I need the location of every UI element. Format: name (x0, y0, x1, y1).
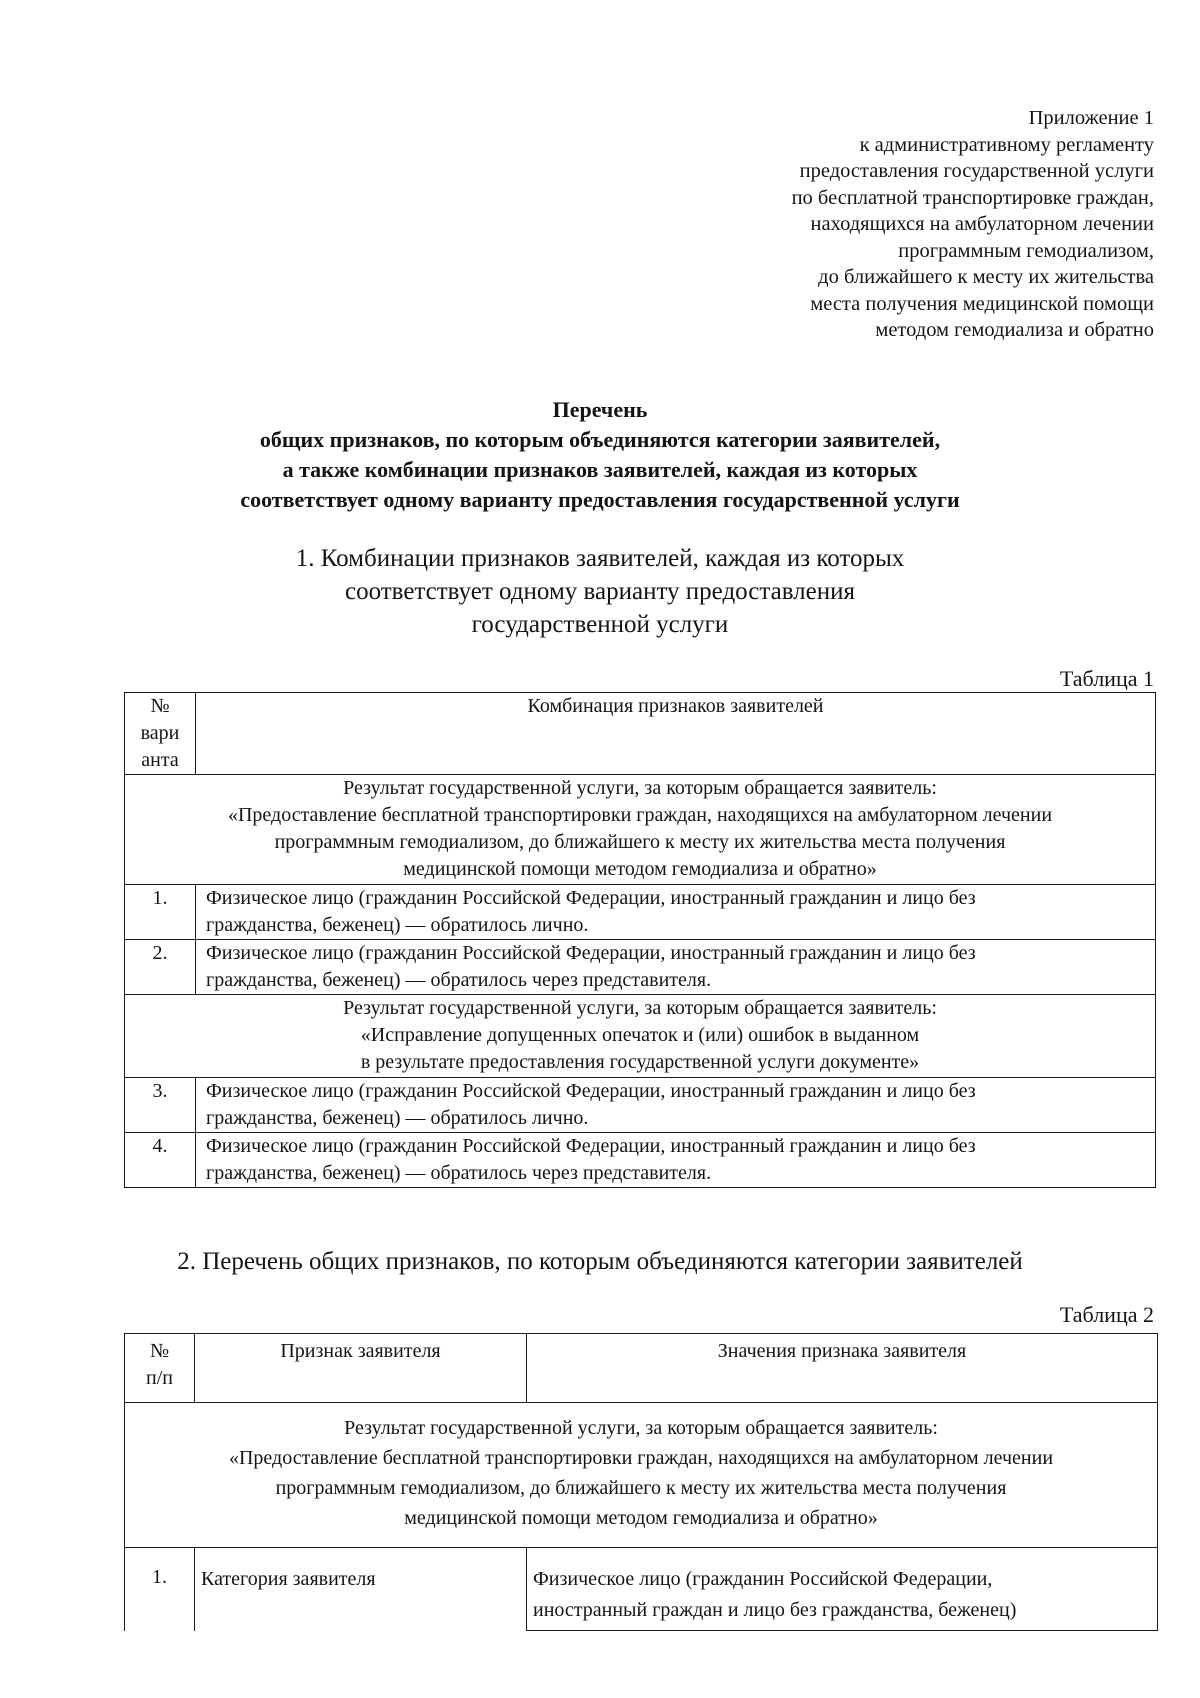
section-1-heading-line: государственной услуги (471, 611, 729, 638)
table-row (125, 940, 1156, 995)
title-line: соответствует одному варианту предоставления государственной услуги (240, 487, 960, 512)
result-line: медицинской помощи методом гемодиализа и обратно» (403, 858, 877, 880)
result-line: программным гемодиализом, до ближайшего к месту их жительства места получения (275, 1477, 1007, 1499)
table-1-result-row (125, 995, 1156, 1078)
document-title (0, 395, 1200, 515)
table-1 (124, 692, 1156, 1188)
result-line: программным гемодиализом, до ближайшего к месту их жительства места получения (274, 831, 1006, 853)
table-row (125, 1078, 1156, 1133)
row-line: иностранный граждан и лицо без гражданства, беженец) (533, 1599, 1017, 1621)
result-line: медицинской помощи методом гемодиализа и обратно» (404, 1507, 878, 1529)
table-row (125, 885, 1156, 940)
row-line: Физическое лицо (гражданин Российской Федерации, иностранный гражданин и лицо без (206, 1135, 976, 1157)
appendix-line: предоставления государственной услуги (799, 160, 1154, 182)
table-2-result-row (125, 1403, 1158, 1548)
appendix-line: к административному регламенту (859, 133, 1154, 156)
table-1-header-num (125, 693, 196, 775)
appendix-line: находящихся на амбулаторном лечении (810, 213, 1154, 235)
result-cell (125, 1403, 1158, 1548)
row-text (196, 885, 1156, 940)
row-line: Физическое лицо (гражданин Российской Федерации, иностранный гражданин и лицо без (206, 942, 976, 964)
row-attribute: Категория заявителя (195, 1548, 527, 1631)
row-text (196, 940, 1156, 995)
result-cell (125, 775, 1156, 885)
table-row (125, 1548, 1158, 1631)
table-2-header-row (125, 1334, 1158, 1403)
table-1-header-title: Комбинация признаков заявителей (196, 693, 1156, 775)
appendix-line: до ближайшего к месту их жительства (818, 266, 1154, 288)
row-line: Физическое лицо (гражданин Российской Федерации, иностранный гражданин и лицо без (206, 887, 976, 909)
result-cell (125, 995, 1156, 1078)
row-text (196, 1133, 1156, 1188)
table-1-header-row (125, 693, 1156, 775)
result-line: «Исправление допущенных опечаток и (или) ошибок в выданном (360, 1024, 920, 1046)
row-number: 1. (125, 1548, 195, 1631)
section-1-heading (0, 542, 1200, 641)
result-line: Результат государственной услуги, за которым обращается заявитель: (343, 997, 937, 1019)
row-value (527, 1548, 1158, 1631)
section-1-heading-line: соответствует одному варианту предоставления (344, 578, 856, 605)
row-line: Физическое лицо (гражданин Российской Федерации, иностранный гражданин и лицо без (206, 1080, 976, 1102)
header-num-line: вари (140, 722, 180, 744)
title-line: общих признаков, по которым объединяются категории заявителей, (259, 427, 941, 452)
row-line: гражданства, беженец) — обратилось через представителя. (206, 969, 712, 991)
header-num-line: № (150, 695, 170, 717)
title-line: Перечень (552, 397, 648, 422)
result-line: Результат государственной услуги, за которым обращается заявитель: (343, 777, 937, 799)
row-line: Физическое лицо (гражданин Российской Федерации, (533, 1568, 993, 1590)
row-number: 4. (125, 1133, 196, 1188)
table-2-header-num (125, 1334, 195, 1403)
table-2-header-value: Значения признака заявителя (527, 1334, 1158, 1403)
table-2-header-attribute: Признак заявителя (195, 1334, 527, 1403)
row-number: 2. (125, 940, 196, 995)
header-num-line: анта (141, 749, 179, 771)
appendix-header (594, 105, 1154, 344)
appendix-line: места получения медицинской помощи (810, 292, 1154, 315)
row-text (196, 1078, 1156, 1133)
row-line: гражданства, беженец) — обратилось через представителя. (206, 1162, 712, 1184)
section-1-heading-line: 1. Комбинации признаков заявителей, каждая из которых (295, 545, 905, 572)
result-line: Результат государственной услуги, за которым обращается заявитель: (344, 1417, 938, 1439)
result-line: «Предоставление бесплатной транспортировки граждан, находящихся на амбулаторном лечении (227, 804, 1053, 826)
table-row (125, 1133, 1156, 1188)
table-1-result-row (125, 775, 1156, 885)
table-2 (124, 1333, 1158, 1631)
table-1-caption: Таблица 1 (1059, 666, 1154, 691)
row-line: гражданства, беженец) — обратилось лично. (206, 914, 589, 936)
appendix-line: программным гемодиализом, (898, 239, 1154, 262)
header-num-line: п/п (146, 1367, 173, 1389)
result-line: в результате предоставления государственной услуги документе» (360, 1051, 920, 1073)
appendix-line: Приложение 1 (1028, 107, 1154, 129)
appendix-line: по бесплатной транспортировке граждан, (791, 186, 1154, 209)
appendix-line: методом гемодиализа и обратно (875, 319, 1154, 341)
table-2-caption: Таблица 2 (1059, 1302, 1154, 1327)
section-2-heading: 2. Перечень общих признаков, по которым объединяются категории заявителей (177, 1248, 1023, 1275)
header-num-line: № (149, 1340, 170, 1362)
row-number: 3. (125, 1078, 196, 1133)
row-number: 1. (125, 885, 196, 940)
row-line: гражданства, беженец) — обратилось лично. (206, 1107, 589, 1129)
result-line: «Предоставление бесплатной транспортировки граждан, находящихся на амбулаторном лечении (228, 1447, 1054, 1469)
title-line: а также комбинации признаков заявителей, каждая из которых (282, 457, 918, 482)
